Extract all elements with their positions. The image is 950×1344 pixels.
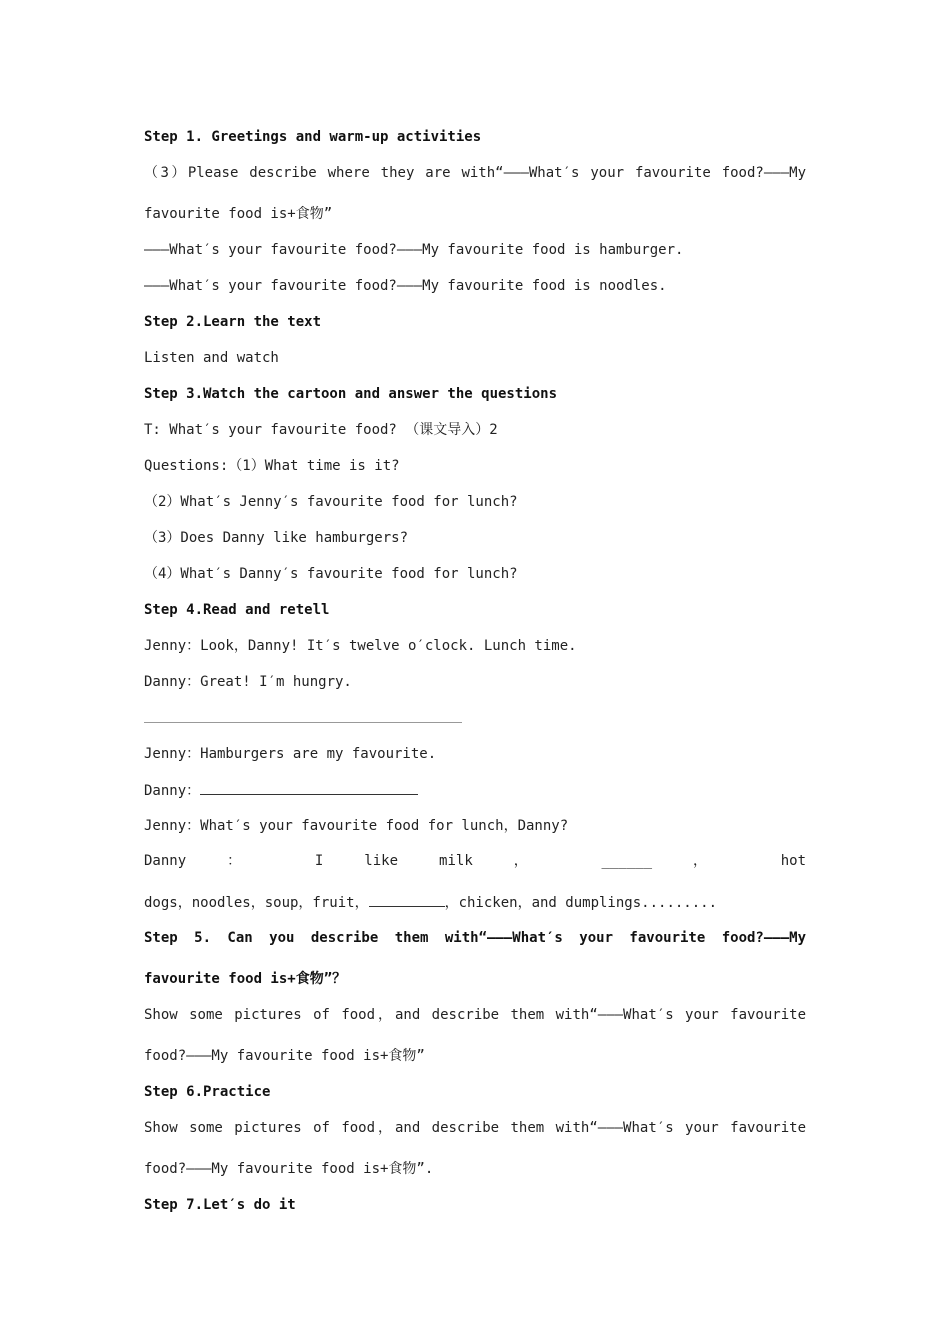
speaker-label: Danny： <box>144 783 201 799</box>
step-4-blank-line <box>144 722 462 723</box>
step-6-heading: Step 6.Practice <box>144 1084 271 1100</box>
step-5-body-line-2: food?———My favourite food is+食物” <box>144 1048 425 1064</box>
step-3-question-2: （2）What′s Jenny′s favourite food for lunch? <box>144 494 518 510</box>
step-4-heading: Step 4.Read and retell <box>144 602 330 618</box>
step-3-question-3: （3）Does Danny like hamburgers? <box>144 530 409 546</box>
step-4-danny-line-2 <box>144 780 806 801</box>
step-1-instruction-line-2: favourite food is+食物” <box>144 206 333 222</box>
step-4-danny-line-3: Danny ： I like milk ， ______ ， hot <box>144 853 806 869</box>
step-4-jenny-line-2: Jenny：Hamburgers are my favourite. <box>144 746 437 762</box>
step-4-jenny-line-1: Jenny：Look，Danny! It′s twelve o′clock. Lunch time. <box>144 638 577 654</box>
step-4-jenny-line-3: Jenny：What′s your favourite food for lunch，Danny? <box>144 818 569 834</box>
step-5-body-line-1: Show some pictures of food，and describe them with“———What′s your favourite <box>144 1007 806 1023</box>
step-2-heading: Step 2.Learn the text <box>144 314 322 330</box>
step-1-dialogue-noodles: ———What′s your favourite food?———My favourite food is noodles. <box>144 278 667 294</box>
fill-in-blank <box>369 892 445 907</box>
step-1-heading: Step 1. Greetings and warm-up activities <box>144 129 482 145</box>
step-3-question-4: （4）What′s Danny′s favourite food for lunch? <box>144 566 518 582</box>
step-3-heading: Step 3.Watch the cartoon and answer the questions <box>144 386 558 402</box>
step-4-danny-line-4: dogs，noodles，soup，fruit， ，chicken，and dumplings......... <box>144 892 806 913</box>
step-5-heading-line-1: Step 5. Can you describe them with“———What′s your favourite food?———My <box>144 930 806 946</box>
step-1-instruction-line-1: （3）Please describe where they are with“———What′s your favourite food?———My <box>144 165 806 181</box>
step-4-danny-line-1: Danny：Great! I′m hungry. <box>144 674 352 690</box>
step-5-heading-line-2: favourite food is+食物”？ <box>144 971 347 987</box>
step-3-question-1: Questions:（1）What time is it? <box>144 458 400 474</box>
step-7-heading: Step 7.Let′s do it <box>144 1197 296 1213</box>
fill-in-blank <box>200 780 418 795</box>
step-6-body-line-1: Show some pictures of food，and describe them with“———What′s your favourite <box>144 1120 806 1136</box>
step-1-dialogue-hamburger: ———What′s your favourite food?———My favourite food is hamburger. <box>144 242 684 258</box>
step-6-body-line-2: food?———My favourite food is+食物”. <box>144 1161 434 1177</box>
step-2-listen-and-watch: Listen and watch <box>144 350 279 366</box>
step-3-teacher-line: T: What′s your favourite food? （课文导入）2 <box>144 422 498 438</box>
